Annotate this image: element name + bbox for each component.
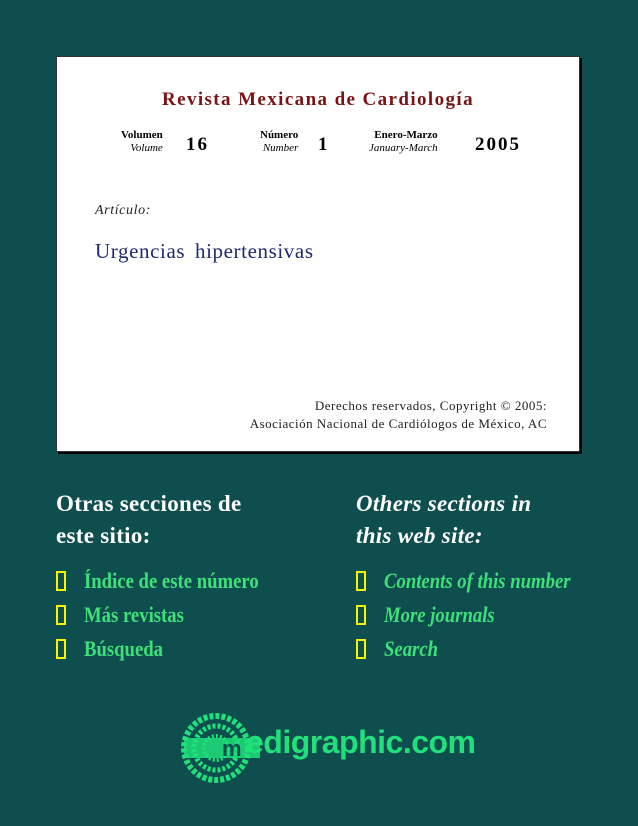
link-search-en-label[interactable]: Search bbox=[384, 636, 439, 661]
journal-title: Revista Mexicana de Cardiología bbox=[161, 89, 474, 110]
medigraphic-logo[interactable] bbox=[178, 708, 476, 788]
link-search-es[interactable] bbox=[56, 632, 290, 666]
checkbox-icon bbox=[356, 639, 366, 659]
sections-english bbox=[356, 488, 603, 666]
sections-spanish bbox=[56, 488, 290, 666]
checkbox-icon bbox=[56, 639, 66, 659]
sections-heading-es bbox=[56, 488, 290, 552]
link-index-es-label[interactable]: Índice de este número bbox=[84, 568, 259, 593]
links-en bbox=[356, 564, 603, 666]
article-card bbox=[56, 56, 580, 452]
sections-heading-es-line2: este sitio: bbox=[56, 523, 151, 548]
link-search-en[interactable] bbox=[356, 632, 603, 666]
period-block bbox=[369, 129, 521, 155]
link-journals-es-label[interactable]: Más revistas bbox=[84, 602, 184, 627]
link-journals-es[interactable] bbox=[56, 598, 290, 632]
volume-block bbox=[121, 129, 209, 155]
link-search-es-label[interactable]: Búsqueda bbox=[84, 636, 164, 661]
article-label: Artículo: bbox=[95, 203, 151, 218]
sections-heading-en bbox=[356, 488, 603, 552]
link-index-es[interactable] bbox=[56, 564, 290, 598]
number-label: Número bbox=[260, 129, 299, 141]
checkbox-icon bbox=[356, 571, 366, 591]
links-es bbox=[56, 564, 290, 666]
volume-sublabel: Volume bbox=[130, 142, 163, 154]
copyright-notice bbox=[250, 397, 547, 433]
link-journals-en-label[interactable]: More journals bbox=[384, 602, 495, 627]
link-journals-en[interactable] bbox=[356, 598, 603, 632]
article-title: Urgencias hipertensivas bbox=[95, 239, 314, 263]
medigraphic-logo-text[interactable]: edigraphic.com bbox=[246, 724, 476, 760]
copyright-line-1: Derechos reservados, Copyright © 2005: bbox=[314, 398, 547, 413]
volume-value: 16 bbox=[186, 134, 209, 155]
period-sublabel: January-March bbox=[369, 142, 438, 154]
sections-heading-en-line1: Others sections in bbox=[356, 491, 532, 516]
copyright-line-2: Asociación Nacional de Cardiólogos de México, AC bbox=[249, 416, 547, 431]
sections-heading-es-line1: Otras secciones de bbox=[56, 491, 242, 516]
checkbox-icon bbox=[356, 605, 366, 625]
number-sublabel: Number bbox=[262, 142, 299, 154]
checkbox-icon bbox=[56, 571, 66, 591]
period-value: 2005 bbox=[475, 134, 521, 155]
link-contents-en-label[interactable]: Contents of this number bbox=[384, 568, 571, 593]
svg-text:m: m bbox=[222, 736, 242, 761]
link-contents-en[interactable] bbox=[356, 564, 603, 598]
checkbox-icon bbox=[56, 605, 66, 625]
number-value: 1 bbox=[318, 134, 330, 155]
number-block bbox=[260, 129, 330, 155]
sections-heading-en-line2: this web site: bbox=[356, 523, 483, 548]
period-label: Enero-Marzo bbox=[374, 129, 438, 141]
volume-label: Volumen bbox=[121, 129, 163, 141]
